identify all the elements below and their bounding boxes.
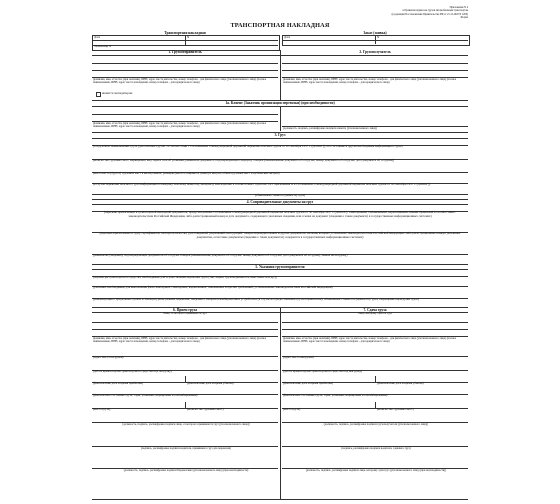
- unloading-condition-caption: (фактическое состояние груза, тары, упаковки, маркировки и опломбирования): [283, 393, 388, 398]
- loading-departure-caption: (фактические дата и время убытия): [187, 381, 234, 386]
- waybill-box: [92, 35, 280, 51]
- sender-signature-caption: (должность, подпись, расшифровка подписи лица, от которого принимается груз (уполномоченного лица)): [122, 422, 250, 426]
- unloading-vehicle-time-caption: (дата и время подачи транспортного средства под выгрузку): [283, 369, 363, 374]
- section-5-header: 5. Указания грузоотправителя: [255, 264, 305, 269]
- section-1-header: 1. Грузоотправитель: [168, 50, 202, 54]
- loading-address-caption: (адрес места погрузки): [93, 355, 124, 360]
- unloading-places-caption: (количество грузовых мест): [377, 407, 414, 412]
- cargo-places-caption: (количество грузовых мест, маркировка, вид тары и способ упаковки, реквизиты документа, подтверждающего передачу товаров (наименование документа об отгрузке, номер документа об отгрузке, дата документа об отгрузке)): [93, 158, 395, 163]
- phytosanitary-caption: (указания, необходимые для выполнения фитосанитарных, санитарных, карантинных, таможенных и прочих требований, установленных законодательством Российской Федерации): [93, 285, 333, 290]
- section-7-header: 7. Сдача груза: [363, 307, 387, 312]
- vehicle-params-caption: (параметры транспортного средства, необходимые для осуществления перевозки груза (тип, марка, грузоподъемность, вместимость и др.)): [93, 275, 277, 280]
- receiver-signature-caption: (должность, подпись, расшифровка подписи грузополучателя (уполномоченного лица)): [323, 422, 429, 426]
- loading-condition-caption: (фактическое состояние груза, тары, упаковки, маркировки и опломбирования): [93, 393, 198, 398]
- extra-signature-caption: (должность, подпись, расшифровка подписи лица, которому сдан груз (уполномоченного лица) (при необходимости)): [305, 468, 447, 472]
- declared-value-caption: (объявленная стоимость (ценность) груза): [254, 194, 306, 198]
- unloading-address-caption: (адрес места выгрузки): [283, 355, 314, 360]
- receiver-person-caption: Лицо, которому сдается груз: [357, 312, 393, 316]
- section-2-header: 2. Грузополучатель: [359, 50, 391, 54]
- waybill-page: [92, 6, 468, 500]
- annex-line-2: к Правилам перевозок грузов автомобильным транспортом: [402, 9, 468, 13]
- section-4-header: 4. Сопроводительные документы на груз: [246, 199, 314, 204]
- loading-vehicle-time-caption: (дата и время подачи транспортного средства под погрузку): [93, 369, 172, 374]
- unloading-mass-caption: (масса груза): [283, 407, 301, 412]
- section-6-header: 6. Прием груза: [172, 307, 198, 312]
- section-1a-caption: (фамилия, имя, отчество (при наличии), ИНН, адрес места жительства, номер телефона - для физического лица (уполномоченного лица) (полное наименование, ИНН, адрес места нахождения, номер телефона - для юридического лица): [93, 121, 267, 128]
- dangerous-cargo-caption: (в случае перевозки опасного груза информация по каждому опасному веществу, материалу или изделию в соответствии с пунктом 5.4.1 приложения А к Соглашению о международной дорожной перевозке опасных грузов от 30 сентября 1957 г. (ДОПОГ)): [93, 182, 431, 187]
- waybill-date-label: Дата: [94, 34, 101, 39]
- client-signature-caption: (должность, подпись, расшифровка подписи клиента (уполномоченного лица)): [283, 126, 378, 130]
- waybill-header: Транспортная накладная: [164, 31, 206, 35]
- section-1a-header: 1а. Клиент (Заказчик организации перевозки) (при необходимости): [225, 101, 335, 105]
- section-2-caption: (фамилия, имя, отчество (при наличии), ИНН, адрес места жительства, номер телефона - для физического лица (уполномоченного лица) (полное наименование, ИНН, адрес места нахождения, номер телефона - для юридического лица): [283, 78, 457, 85]
- annex-line-1: Приложение N 4: [449, 6, 468, 9]
- order-header: Заказ (заявка): [363, 31, 387, 35]
- order-number-label: N: [377, 34, 380, 39]
- waybill-number-label: N: [187, 34, 190, 39]
- loading-arrival-caption: (фактические дата и время прибытия): [93, 381, 143, 386]
- recommendations-caption: (рекомендации о предельных сроках и температурном режиме перевозки, сведения о запорно-пломбировочных устройствах (в случае их предоставления грузоотправителем), объявленная стоимость (ценность) груза, запрещение перегрузки груза): [93, 297, 419, 302]
- loading-places-caption: (количество грузовых мест): [187, 407, 224, 412]
- annex-line-4: Форма: [460, 15, 468, 19]
- sender-person-caption: Лицо, от которого принимается груз: [163, 312, 207, 316]
- driver-deliver-signature-caption: (подпись, расшифровка подписи водителя, сдавшего груз): [341, 446, 411, 450]
- annex-line-3: (в редакции Постановления Правительства РФ от 21.12.2020 N 2200): [391, 12, 468, 16]
- loading-mass-caption: (масса груза): [93, 407, 111, 412]
- document-title: ТРАНСПОРТНАЯ НАКЛАДНАЯ: [230, 22, 330, 29]
- forwarder-checkbox-label: является экспедитором: [102, 90, 133, 95]
- driver-accept-signature-caption: (подпись, расшифровка подписи водителя, принявшего груз для перевозки): [140, 446, 232, 450]
- carrier-signature-caption: (должность, подпись, расшифровка подписи Перевозчика (уполномоченного лица) (при необходимости): [123, 468, 249, 472]
- certificates-caption: (перечень прилагаемых к грузу сертификатов, паспортов качества, удостоверений, разрешений, инструкций, товаросопроводительных и других документов, наличие которых установлено законодательством Российской Федерации, либо регистрационные номера указанных документов, если такие документы (сведения о таких документах) содержатся в государственных информационных системах): [99, 231, 461, 239]
- cargo-mass-caption: (масса нетто (брутто) грузовых мест в килограммах, размеры (высота, ширина и длина) в метрах, объем грузовых мест в кубических метрах): [93, 171, 280, 176]
- order-date-label: Дата: [284, 34, 291, 39]
- forwarder-checkbox[interactable]: [96, 92, 101, 97]
- cargo-name-caption: (отгрузочное наименование груза (для опасных грузов - в соответствии с Соглашением о международной дорожной перевозке опасных грузов от 30 сентября 1957 г. (ДОПОГ)), его состояние и другая необходимая информация о грузе): [93, 144, 403, 149]
- section-6-caption: (фамилия, имя, отчество (при наличии), ИНН, адрес места жительства, номер телефона - для физического лица (уполномоченного лица) (полное наименование, ИНН, адрес места нахождения, номер телефона - для юридического лица): [93, 336, 267, 343]
- unloading-arrival-caption: (фактические дата и время прибытия): [283, 381, 333, 386]
- shipment-docs-caption: (реквизиты (сведения), подтверждающие документов об отгрузке товаров (наименование документа об отгрузке, номер документа об отгрузке, дата документа об отгрузке), заявок на погрузку): [93, 253, 348, 258]
- attached-documents-caption: (перечень прилагаемых к транспортной накладной документов, предусмотренных Соглашением о международной дорожной перевозке опасных грузов от 30 сентября 1957 г. (ДОПОГ), санитарными, таможенными, карантинными, иными правилами в соответствии с законодательством Российской Федерации, либо регистрационный номер и дата документа, содержащего указанные сведения, или ссылка на документ (сведения о таком документе) в государственных информационных системах): [104, 210, 456, 218]
- unloading-departure-caption: (фактические дата и время убытия): [377, 381, 424, 386]
- copy-number-label: Экземпляр N: [94, 44, 112, 49]
- annex-note: [358, 6, 468, 19]
- section-7-caption: (фамилия, имя, отчество (при наличии), ИНН, адрес места жительства, номер телефона - для физического лица (уполномоченного лица) (полное наименование, ИНН, адрес места нахождения, номер телефона - для юридического лица): [283, 336, 457, 343]
- section-3-header: 3. Груз: [274, 133, 286, 137]
- section-1-caption: (фамилия, имя, отчество (при наличии), ИНН, адрес места жительства, номер телефона - для физического лица (уполномоченного лица) (полное наименование, ИНН, адрес места нахождения, номер телефона - для юридического лица): [93, 78, 267, 85]
